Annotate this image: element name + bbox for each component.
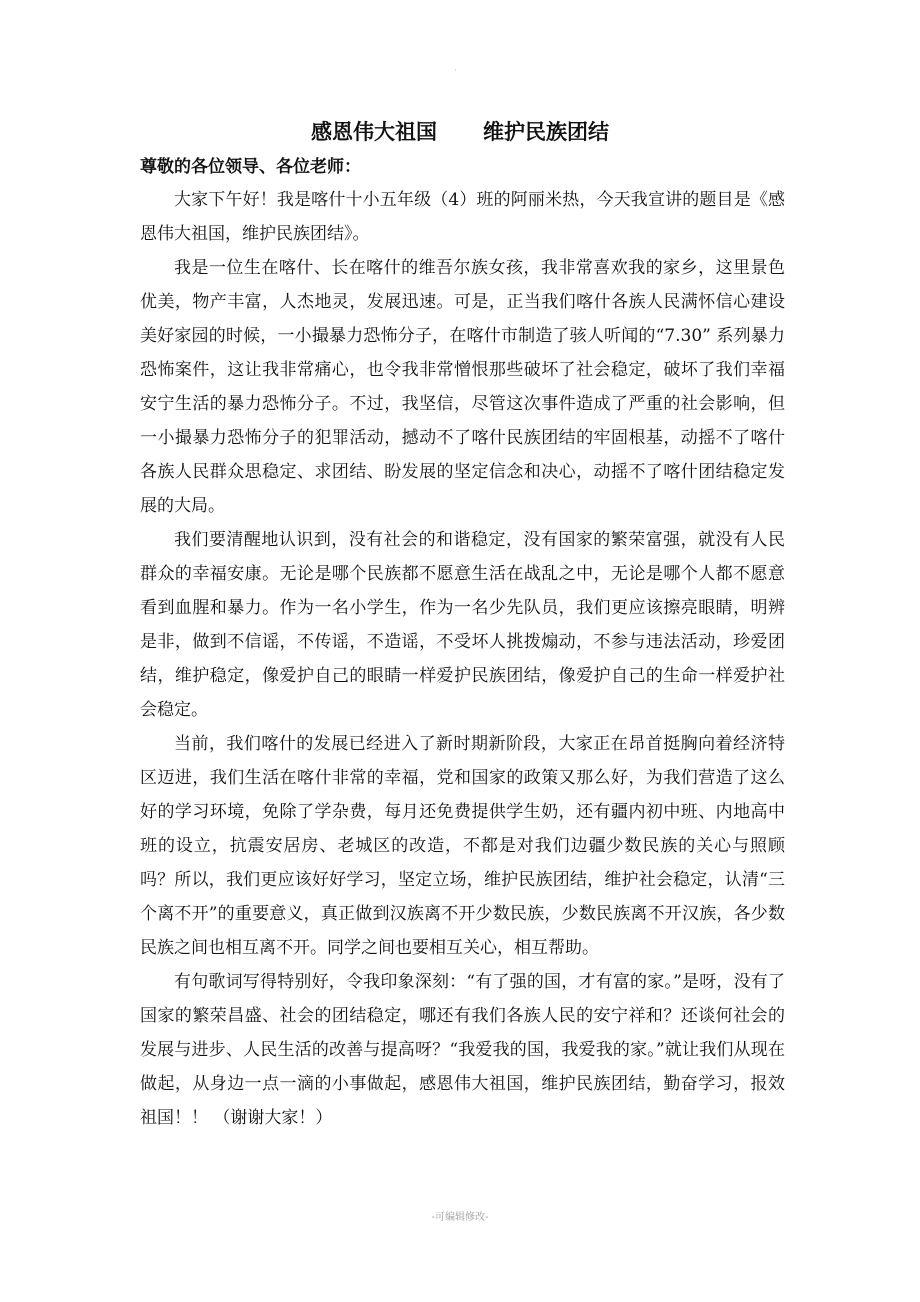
top-mark: ·: [454, 66, 457, 76]
greeting: 尊敬的各位领导、各位老师：: [140, 157, 361, 177]
paragraph-3: 我们要清醒地认识到，没有社会的和谐稳定，没有国家的繁荣富强，就没有人民群众的幸福安康。无论是哪个民族都不愿意生活在战乱之中，无论是哪个人都不愿意看到血腥和暴力。作为一名小学生，作为一名少先队员，我们更应该擦亮眼睛，明辨是非，做到不信谣，不传谣，不造谣，不受坏人挑拨煽动，不参与违法活动，珍爱团结，维护稳定，像爱护自己的眼睛一样爱护民族团结，像爱护自己的生命一样爱护社会稳定。: [140, 530, 785, 720]
title-part-1: 感恩伟大祖国: [311, 120, 437, 144]
paragraph-1: 大家下午好！我是喀什十小五年级（4）班的阿丽米热，今天我宣讲的题目是《感恩伟大祖国，维护民族团结》。: [140, 190, 785, 244]
speech-body: [140, 183, 785, 1135]
paragraph-2: 我是一位生在喀什、长在喀什的维吾尔族女孩，我非常喜欢我的家乡，这里景色优美，物产丰富，人杰地灵，发展迅速。可是，正当我们喀什各族人民满怀信心建设美好家园的时候，一小撮暴力恐怖分子，在喀什市制造了骇人听闻的“7.30” 系列暴力恐怖案件，这让我非常痛心，也令我非常憎恨那些破坏了社会稳定，破坏了我们幸福安宁生活的暴力恐怖分子。不过，我坚信，尽管这次事件造成了严重的社会影响，但一小撮暴力恐怖分子的犯罪活动，撼动不了喀什民族团结的牢固根基，动摇不了喀什各族人民群众思稳定、求团结、盼发展的坚定信念和决心，动摇不了喀什团结稳定发展的大局。: [140, 258, 785, 516]
paragraph-4: 当前，我们喀什的发展已经进入了新时期新阶段，大家正在昂首挺胸向着经济特区迈进，我们生活在喀什非常的幸福，党和国家的政策又那么好，为我们营造了这么好的学习环境，免除了学杂费，每月还免费提供学生奶，还有疆内初中班、内地高中班的设立，抗震安居房、老城区的改造，不都是对我们边疆少数民族的关心与照顾吗？所以，我们更应该好好学习，坚定立场，维护民族团结，维护社会稳定，认清“三个离不开”的重要意义，真正做到汉族离不开少数民族，少数民族离不开汉族，各少数民族之间也相互离不开。同学之间也要相互关心，相互帮助。: [140, 734, 785, 958]
title-part-2: 维护民族团结: [483, 120, 609, 144]
page-footer: -可编辑修改-: [431, 1212, 489, 1223]
page-title: [0, 114, 920, 150]
paragraph-5: 有句歌词写得特别好，令我印象深刻：“有了强的国，才有富的家。”是呀，没有了国家的繁荣昌盛、社会的团结稳定，哪还有我们各族人民的安宁祥和？还谈何社会的发展与进步、人民生活的改善与提高呀？“我爱我的国，我爱我的家。”就让我们从现在做起，从身边一点一滴的小事做起，感恩伟大祖国，维护民族团结，勤奋学习，报效祖国！！ （谢谢大家！）: [140, 972, 785, 1128]
